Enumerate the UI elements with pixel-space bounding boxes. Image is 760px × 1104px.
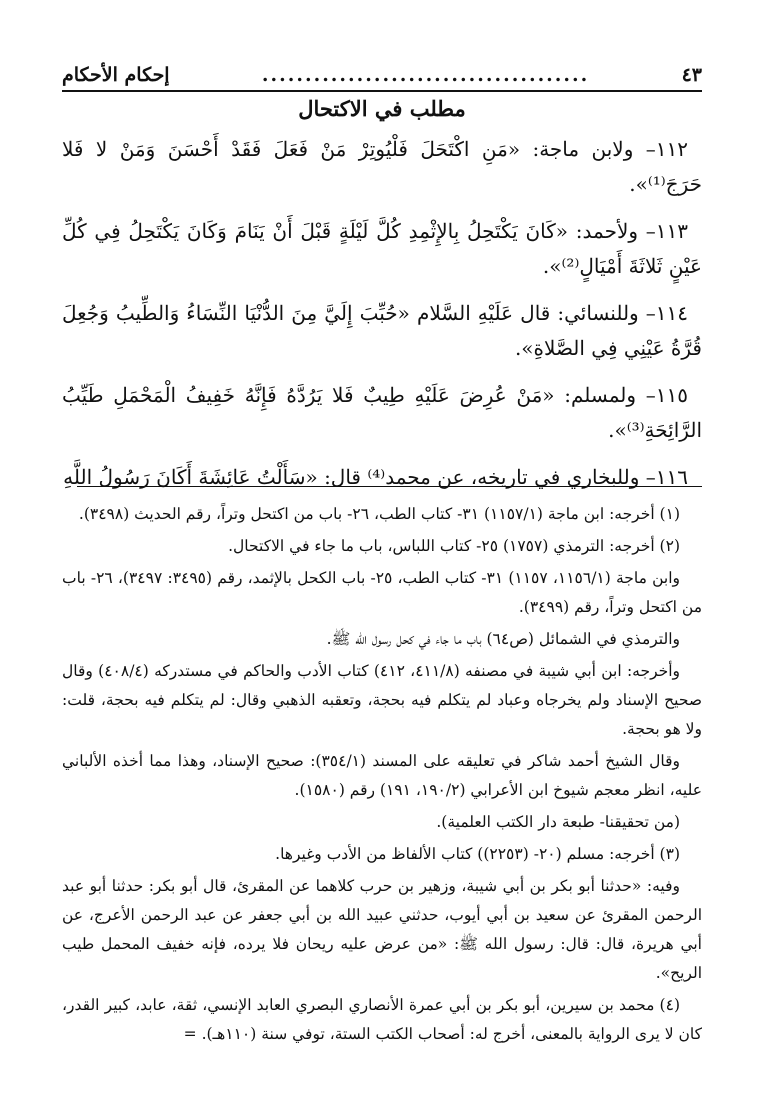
header-dots: ...................................... — [261, 64, 590, 86]
footnote-divider — [77, 486, 702, 487]
footnote: (١) أخرجه: ابن ماجة (١١٥٧/١) ٣١- كتاب الطب، ٢٦- باب من اكتحل وتراً، رقم الحديث (٣٤٩٨). — [78, 505, 680, 523]
footnote: وابن ماجة (١١٥٦/١، ١١٥٧) ٣١- كتاب الطب، ٢٥- باب الكحل بالإثمد، رقم (٣٤٩٥: ٣٤٩٧)، ٢٦- باب من اكتحل وتراً، رقم (٣٤٩٩). — [62, 569, 702, 616]
hadith-115: ١١٥– ولمسلم: «مَنْ عُرِضَ عَلَيْهِ طِيبٌ فَلا يَرُدَّهُ فَإِنَّهُ خَفِيفُ الْمَحْمَلِ طَيِّبُ الرَّائِحَةِ⁽³⁾». — [62, 383, 702, 442]
footnote: والترمذي في الشمائل (ص٦٤) باب ما جاء في كحل رسول الله ﷺ. — [326, 630, 680, 648]
footnote: وفيه: «حدثنا أبو بكر بن أبي شيبة، وزهير بن حرب كلاهما عن المقرئ، قال أبو بكر: حدثنا أبو عبد الرحمن المقرئ عن سعيد بن أبي أيوب، حدثني عبيد الله بن أبي جعفر عن عبد الرحمن الأعرج، عن أبي هريرة، قال: قال: رسول الله ﷺ: «من عرض عليه ريحان فلا يرده، فإنه خفيف المحمل طيب الريح». — [62, 877, 702, 982]
hadith-114: ١١٤– وللنسائي: قال عَلَيْهِ السَّلام «حُبِّبَ إِلَيَّ مِنَ الدُّنْيَا النِّسَاءُ وَالطِّيبُ وَجُعِلَ قُرَّةُ عَيْنِي فِي الصَّلاةِ». — [62, 301, 702, 360]
running-header — [62, 56, 702, 92]
hadith-112: ١١٢– ولابن ماجة: «مَنِ اكْتَحَلَ فَلْيُوتِرْ مَنْ فَعَلَ فَقَدْ أَحْسَنَ وَمَنْ لا فَلا حَرَجَ⁽¹⁾». — [62, 137, 702, 196]
page-number: ٤٣ — [681, 64, 702, 86]
footnotes — [62, 500, 702, 1052]
footnote: وأخرجه: ابن أبي شيبة في مصنفه (٤١١/٨، ٤١٢) كتاب الأدب والحاكم في مستدركه (٤٠٨/٤) وقال صحيح الإسناد ولم يخرجاه وعباد لم يتكلم فيه بحجة، وتعقبه الذهبي وقال: لم يتكلم فيه بحجة، قلت: ولا هو بحجة. — [62, 662, 702, 738]
footnote: وقال الشيخ أحمد شاكر في تعليقه على المسند (٣٥٤/١): صحيح الإسناد، وهذا مما أخذه الألباني عليه، انظر معجم شيوخ ابن الأعرابي (١٩٠/٢، ١٩١) رقم (١٥٨٠). — [62, 752, 702, 799]
hadith-116: ١١٦– وللبخاري في تاريخه، عن محمد⁽⁴⁾ قال: «سَأَلْتُ عَائِشَةَ أَكَانَ رَسُولُ اللَّهِ — [63, 465, 688, 489]
footnote: (٢) أخرجه: الترمذي (١٧٥٧) ٢٥- كتاب اللباس، باب ما جاء في الاكتحال. — [228, 537, 680, 555]
hadith-113: ١١٣– ولأحمد: «كَانَ يَكْتَحِلُ بِالإِثْمِدِ كُلَّ لَيْلَةٍ قَبْلَ أَنْ يَنَامَ وَكَانَ يَكْتَحِلُ فِي كُلِّ عَيْنٍ ثَلاثَةَ أَمْيَالٍ⁽²⁾». — [62, 219, 702, 278]
footnote: (من تحقيقنا- طبعة دار الكتب العلمية). — [436, 813, 680, 831]
footnote: (٣) أخرجه: مسلم (٢٠- (٢٢٥٣)) كتاب الألفاظ من الأدب وغيرها. — [275, 845, 680, 863]
footnote: (٤) محمد بن سيرين، أبو بكر بن أبي عمرة الأنصاري البصري العابد الإنسي، ثقة، عابد، كبير القدر، كان لا يرى الرواية بالمعنى، أخرج له: أصحاب الكتب الستة، توفي سنة (١١٠هـ). = — [62, 996, 702, 1043]
book-title: إحكام الأحكام — [62, 64, 170, 86]
section-title: مطلب في الاكتحال — [298, 96, 466, 121]
main-text — [62, 132, 702, 507]
